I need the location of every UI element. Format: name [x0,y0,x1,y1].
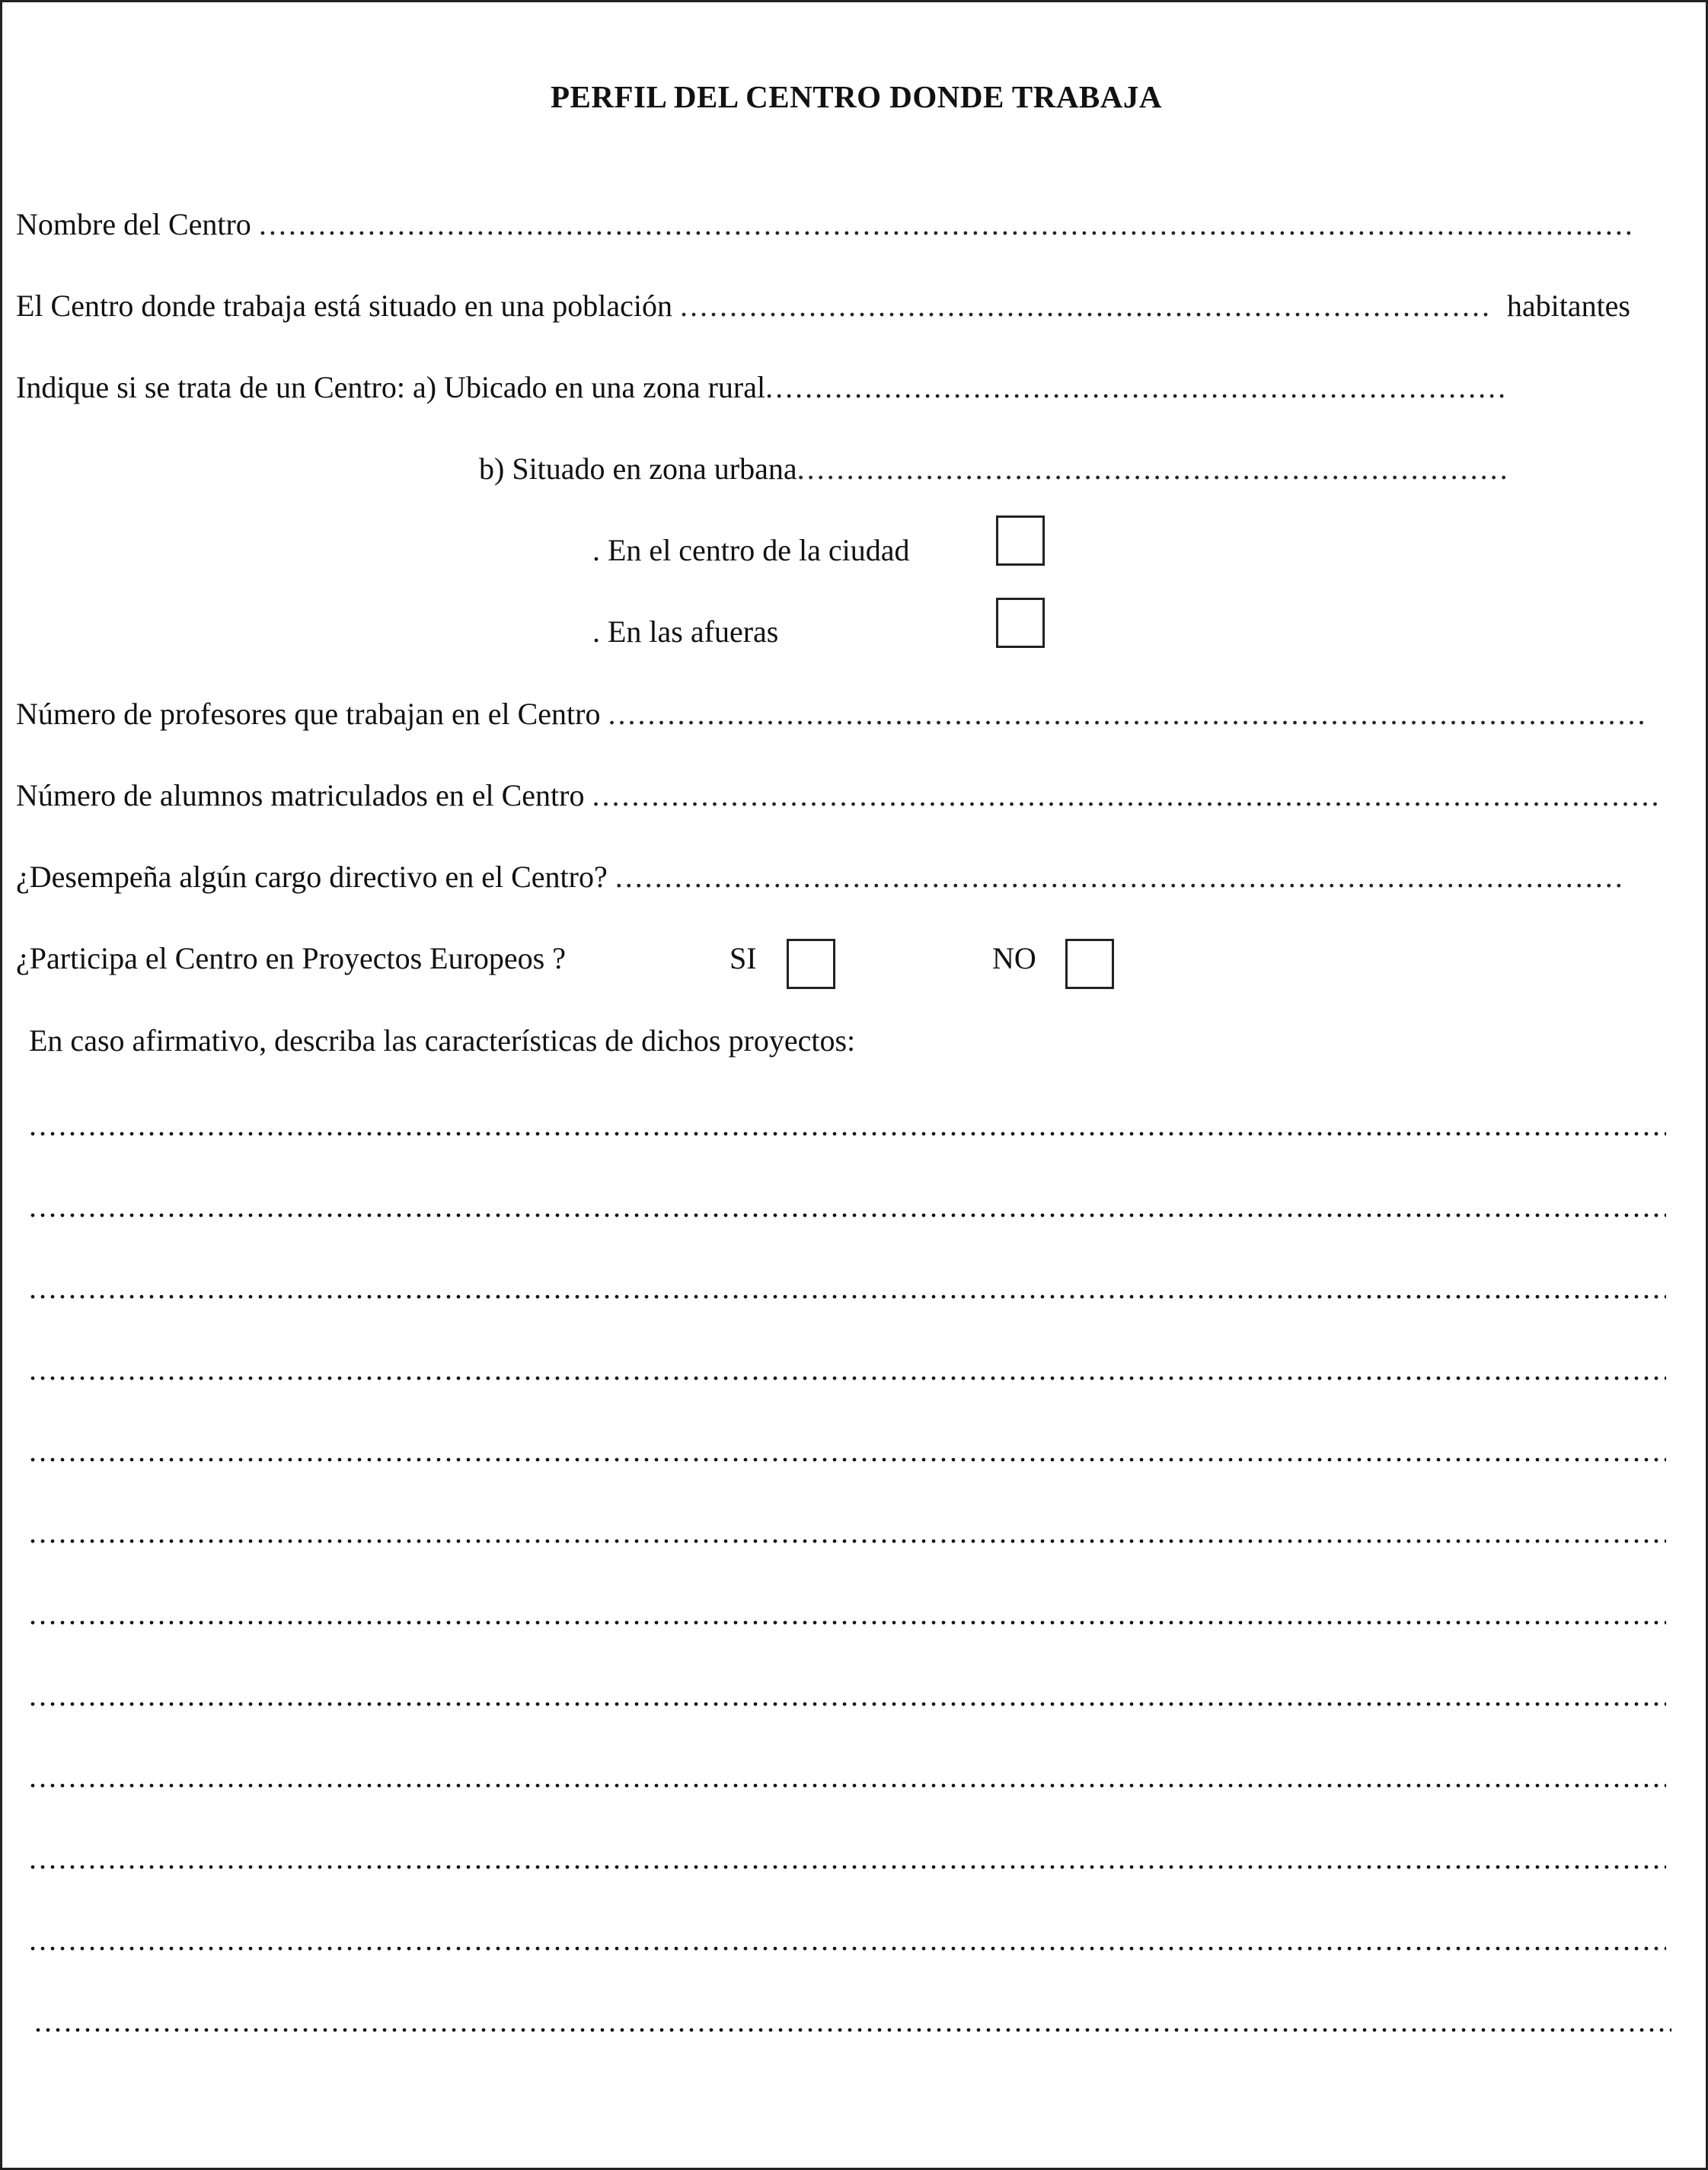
no-checkbox[interactable] [1065,939,1114,989]
afueras-label: . En las afueras [592,614,779,649]
descripcion-line[interactable] [29,1843,1666,1874]
centro-ciudad-checkbox[interactable] [996,515,1045,566]
no-label: NO [992,941,1036,975]
cargo-label: ¿Desempeña algún cargo directivo en el Centro? [16,860,608,894]
poblacion-label: El Centro donde trabaja está situado en una población [16,289,672,323]
descripcion-line[interactable] [29,1273,1666,1304]
descripcion-line[interactable] [29,1192,1666,1222]
proyectos-label: ¿Participa el Centro en Proyectos Europeos ? [16,941,566,975]
zona-urbana-row[interactable] [479,451,1507,487]
descripcion-line[interactable] [29,1680,1666,1711]
descripcion-line[interactable] [34,2006,1671,2037]
si-label: SI [729,941,757,975]
cargo-row[interactable] [16,859,1623,895]
afueras-checkbox[interactable] [996,598,1045,648]
descripcion-line[interactable] [29,1355,1666,1385]
poblacion-field[interactable] [680,288,1490,324]
alumnos-row[interactable] [16,777,1661,813]
describa-label: En caso afirmativo, describa las características de dichos proyectos: [29,1023,856,1058]
zona-rural-row[interactable] [16,369,1508,405]
profesores-field[interactable] [608,696,1646,732]
profesores-row[interactable] [16,696,1646,732]
zona-urbana-field[interactable] [797,451,1507,487]
centro-ciudad-label: . En el centro de la ciudad [592,533,910,567]
nombre-centro-row[interactable] [16,206,1630,242]
zona-urbana-label: b) Situado en zona urbana [479,452,797,486]
descripcion-line[interactable] [29,1762,1666,1792]
si-checkbox[interactable] [787,939,835,989]
habitantes-label: habitantes [1506,289,1630,323]
descripcion-line[interactable] [29,1599,1666,1629]
descripcion-line[interactable] [29,1110,1666,1141]
form-title: PERFIL DEL CENTRO DONDE TRABAJA [551,79,1162,114]
nombre-centro-label: Nombre del Centro [16,207,251,241]
poblacion-row[interactable] [16,288,1630,324]
profesores-label: Número de profesores que trabajan en el Centro [16,697,601,731]
descripcion-line[interactable] [29,1517,1666,1548]
descripcion-line[interactable] [29,1925,1666,1955]
alumnos-field[interactable] [592,777,1661,813]
cargo-field[interactable] [615,859,1623,895]
zona-rural-field[interactable] [765,369,1508,405]
alumnos-label: Número de alumnos matriculados en el Centro [16,778,585,812]
descripcion-line[interactable] [29,1436,1666,1466]
nombre-centro-field[interactable] [259,206,1630,242]
zona-rural-label: Indique si se trata de un Centro: a) Ubicado en una zona rural [16,370,766,404]
